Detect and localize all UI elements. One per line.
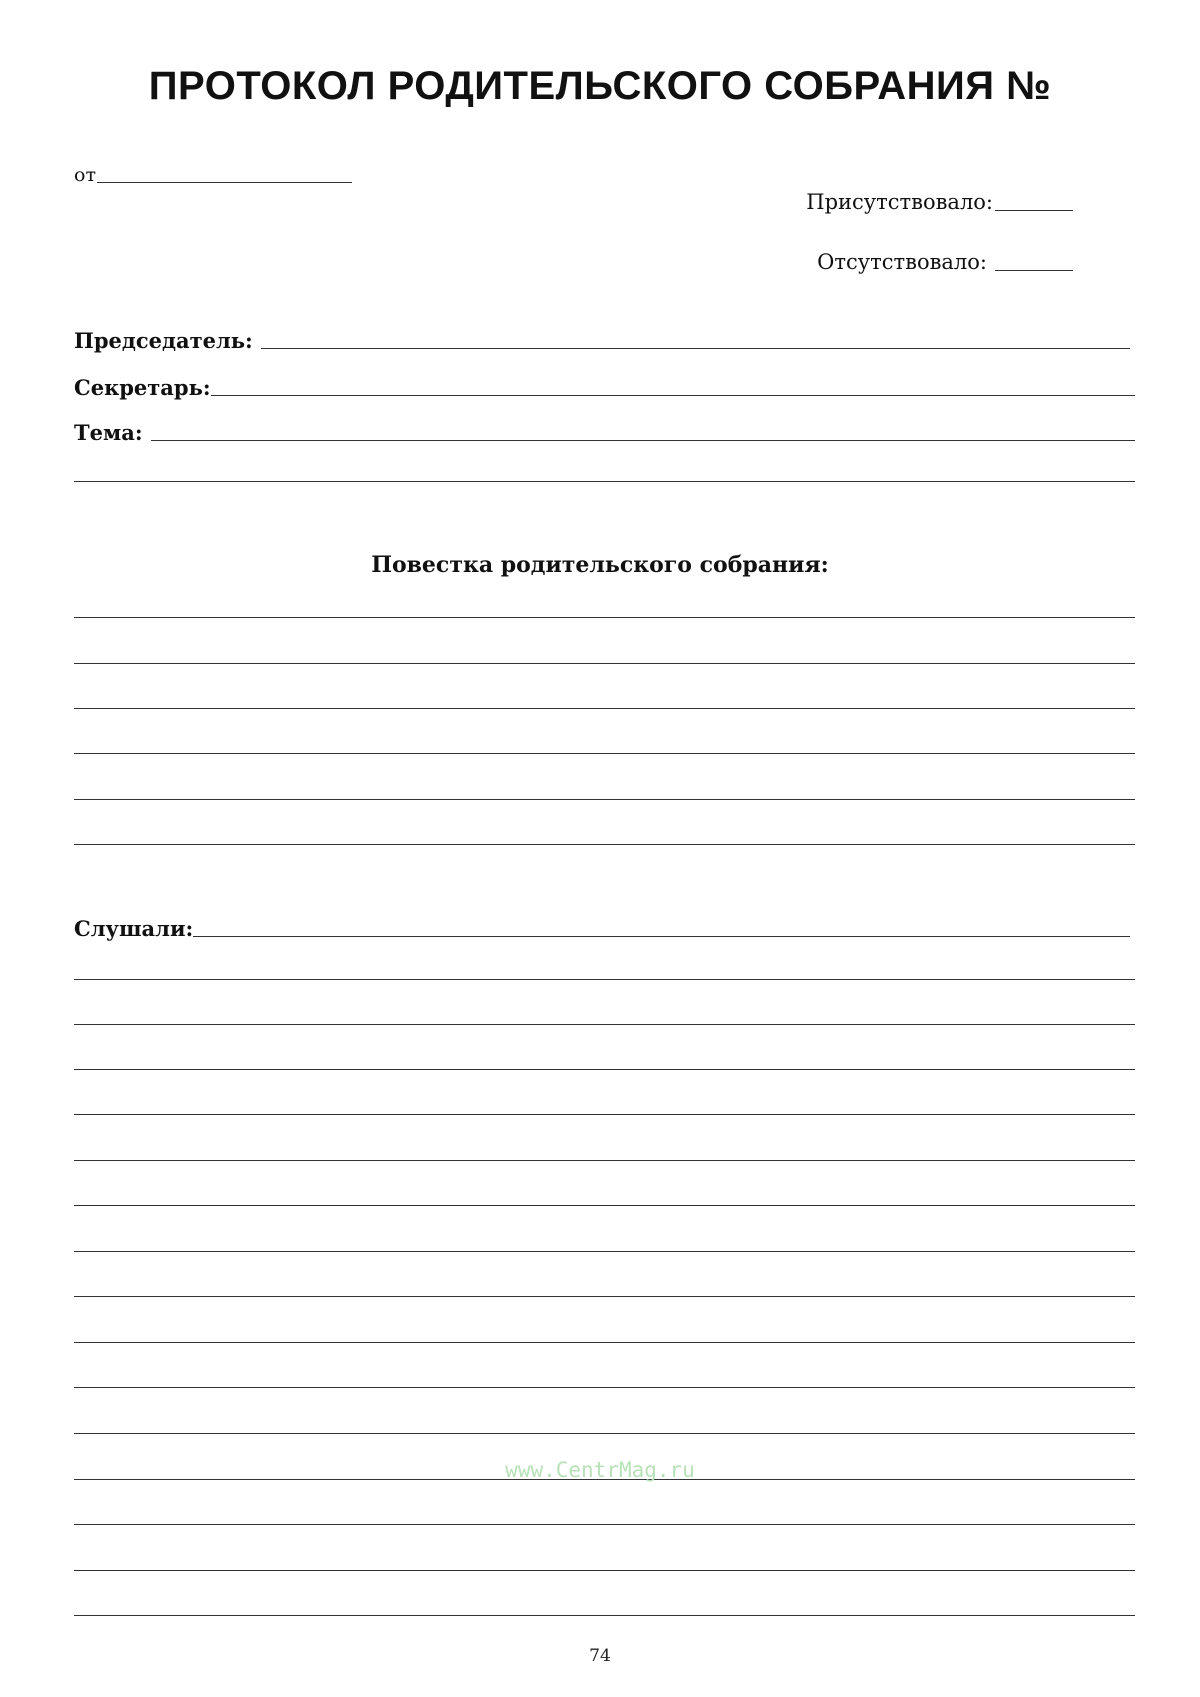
agenda-title: Повестка родительского собрания: (371, 552, 829, 578)
notes-line[interactable] (74, 1160, 1135, 1161)
notes-line[interactable] (74, 1024, 1135, 1025)
agenda-line[interactable] (74, 708, 1135, 709)
notes-line[interactable] (74, 1615, 1135, 1616)
notes-line[interactable] (74, 1251, 1135, 1252)
absent-blank-line[interactable] (995, 270, 1073, 271)
notes-line[interactable] (74, 1387, 1135, 1388)
date-blank-line[interactable] (97, 182, 352, 183)
secretary-field[interactable] (74, 377, 1135, 398)
chair-field[interactable] (74, 330, 1130, 351)
topic-label: Тема: (74, 420, 143, 445)
agenda-line[interactable] (74, 799, 1135, 800)
agenda-line[interactable] (74, 663, 1135, 664)
watermark: www.CentrMag.ru (505, 1458, 695, 1482)
absent-count-field[interactable] (817, 252, 1073, 273)
chair-blank-line[interactable] (261, 348, 1130, 349)
secretary-label: Секретарь: (74, 375, 211, 400)
secretary-blank-line[interactable] (211, 395, 1135, 396)
date-field[interactable] (74, 166, 352, 185)
topic-blank-line[interactable] (151, 440, 1135, 441)
agenda-line[interactable] (74, 753, 1135, 754)
page-title: ПРОТОКОЛ РОДИТЕЛЬСКОГО СОБРАНИЯ № (148, 64, 1052, 108)
page-number: 74 (589, 1646, 611, 1666)
notes-line[interactable] (74, 1296, 1135, 1297)
present-label: Присутствовало: (806, 190, 993, 214)
heard-field[interactable] (74, 918, 1130, 939)
date-label: от (74, 164, 96, 186)
notes-line[interactable] (74, 979, 1135, 980)
notes-line[interactable] (74, 1114, 1135, 1115)
notes-line[interactable] (74, 1342, 1135, 1343)
topic-field[interactable] (74, 422, 1135, 443)
topic-continuation-line[interactable] (74, 481, 1135, 482)
present-blank-line[interactable] (995, 210, 1073, 211)
heard-label: Слушали: (74, 916, 194, 941)
agenda-line[interactable] (74, 844, 1135, 845)
heard-blank-line[interactable] (193, 936, 1130, 937)
notes-line[interactable] (74, 1205, 1135, 1206)
notes-line[interactable] (74, 1524, 1135, 1525)
notes-line[interactable] (74, 1570, 1135, 1571)
absent-label: Отсутствовало: (817, 250, 987, 274)
agenda-line[interactable] (74, 617, 1135, 618)
notes-line[interactable] (74, 1479, 1135, 1480)
present-count-field[interactable] (806, 192, 1073, 213)
notes-line[interactable] (74, 1433, 1135, 1434)
notes-line[interactable] (74, 1069, 1135, 1070)
chair-label: Председатель: (74, 328, 253, 353)
